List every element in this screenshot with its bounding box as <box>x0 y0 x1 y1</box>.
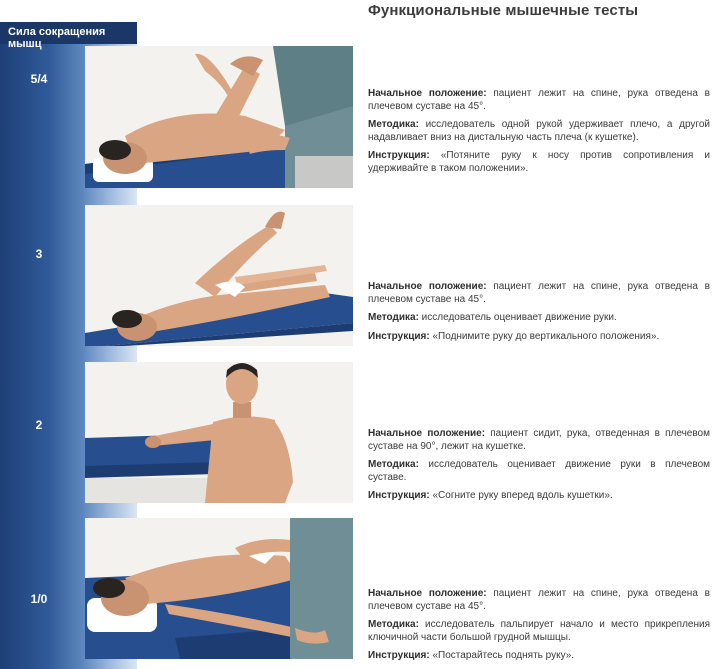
page-title: Функциональные мышечные тесты <box>368 2 639 19</box>
instruction-label: Инструкция: <box>368 490 430 501</box>
test-description-1 <box>368 88 710 181</box>
test-photo-1 <box>85 46 353 188</box>
instruction-label: Инструкция: <box>368 330 430 342</box>
grade-label: 1/0 <box>30 592 48 606</box>
supine-arm-raise-illustration <box>85 205 353 346</box>
instruction-label: Инструкция: <box>368 150 430 161</box>
position-label: Начальное положение: <box>368 281 487 292</box>
instruction-label: Инструкция: <box>368 650 430 661</box>
test-description-2 <box>368 281 710 349</box>
method-text: исследователь одной рукой удерживает плечо, а другой надавливает вниз на дистальную часть плеча (к кушетке). <box>368 119 710 143</box>
instruction-text: «Потяните руку к носу против сопротивления и удерживайте в таком положении». <box>368 150 710 174</box>
sidebar-header <box>0 22 137 50</box>
method-label: Методика: <box>368 459 419 470</box>
method-label: Методика: <box>368 619 419 630</box>
position-text: пациент сидит, рука, отведенная в плечевом суставе на 90°, лежит на кушетке. <box>368 428 710 452</box>
instruction-text: «Поднимите руку до вертикального положения». <box>429 330 660 342</box>
sidebar-header-label: Сила сокращения мышц <box>8 26 106 50</box>
grade-label: 3 <box>35 247 43 261</box>
position-text: пациент лежит на спине, рука отведена в плечевом суставе на 45°. <box>368 281 710 305</box>
grade-label: 5/4 <box>30 72 48 86</box>
supine-palpation-illustration <box>85 518 353 659</box>
instruction-text: «Согните руку вперед вдоль кушетки». <box>429 490 613 501</box>
position-label: Начальное положение: <box>368 428 486 439</box>
seated-patient-illustration <box>85 362 353 503</box>
supine-examiner-illustration <box>85 46 353 188</box>
method-text: исследователь оценивает движение руки в плечевом суставе. <box>368 459 710 483</box>
test-photo-2 <box>85 205 353 346</box>
position-label: Начальное положение: <box>368 588 487 599</box>
grade-label: 2 <box>35 418 43 432</box>
method-text: исследователь пальпирует начало и место прикрепления ключичной части большой грудной мышцы. <box>368 619 710 643</box>
method-text: исследователь оценивает движение руки. <box>418 312 617 323</box>
instruction-text: «Постарайтесь поднять руку». <box>429 650 575 661</box>
test-description-4 <box>368 588 710 669</box>
test-photo-4 <box>85 518 353 659</box>
method-label: Методика: <box>368 119 419 130</box>
test-photo-3 <box>85 362 353 503</box>
position-label: Начальное положение: <box>368 88 487 99</box>
position-text: пациент лежит на спине, рука отведена в плечевом суставе на 45°. <box>368 88 710 112</box>
method-label: Методика: <box>368 312 419 323</box>
position-text: пациент лежит на спине, рука отведена в плечевом суставе на 45°. <box>368 588 710 612</box>
test-description-3 <box>368 428 710 509</box>
